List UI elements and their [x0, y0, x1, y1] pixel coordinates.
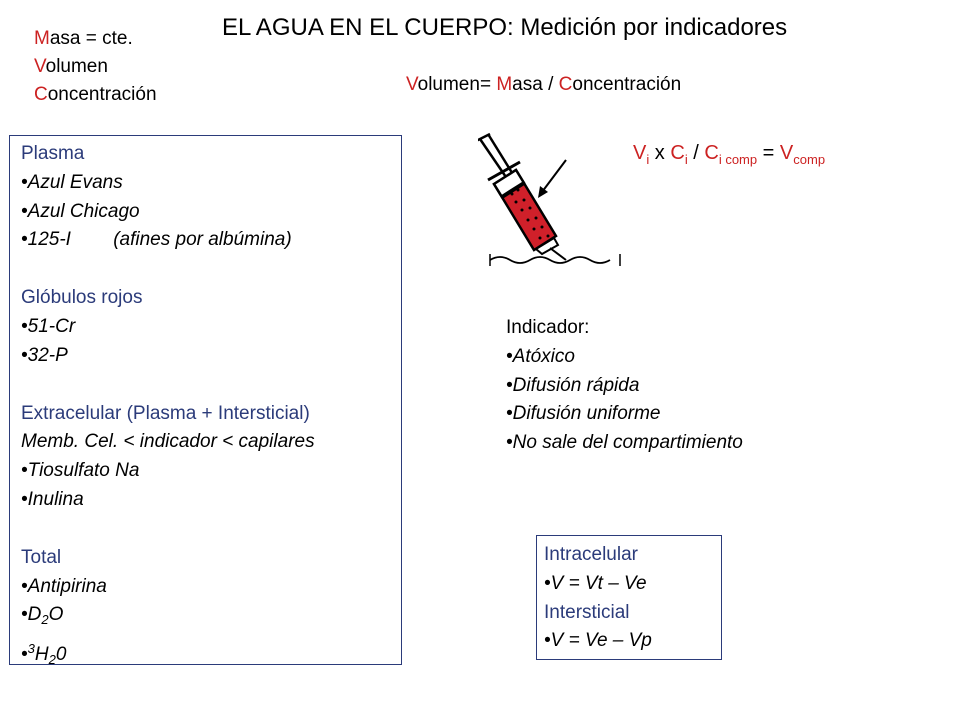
total-item: •Antipirina	[21, 575, 107, 597]
total-item: $•D_2O$	[21, 604, 64, 628]
plasma-heading: Plasma	[21, 143, 85, 164]
indicator-item: •Difusión uniforme	[506, 403, 661, 425]
intracelular-heading: Intracelular	[544, 544, 638, 565]
legend-volumen: Volumen	[34, 56, 108, 77]
globulos-heading: Glóbulos rojos	[21, 287, 143, 309]
intersticial-heading: Intersticial	[544, 601, 630, 623]
intersticial-formula: •V = Ve – Vp	[544, 630, 652, 652]
page-title: EL AGUA EN EL CUERPO: Medición por indicadores	[222, 14, 788, 41]
indicator-item: •Difusión rápida	[506, 374, 640, 396]
extracelular-item: •Inulina	[21, 488, 84, 510]
indicator-heading: Indicador:	[506, 317, 590, 338]
total-heading: Total	[21, 546, 62, 568]
plasma-item: •125-I (afines por albúmina)	[21, 229, 292, 251]
indicator-item: •Atóxico	[506, 345, 575, 367]
arrow-icon	[542, 160, 566, 192]
total-item: $•^3H_20$	[21, 641, 67, 668]
indicator-item: •No sale del compartimiento	[506, 432, 743, 454]
compartments-box	[9, 135, 402, 668]
globulos-item: •32-P	[21, 344, 68, 366]
plasma-item: •Azul Evans	[21, 171, 123, 193]
extracelular-item: •Tiosulfato Na	[21, 460, 140, 482]
indicator-list	[506, 314, 743, 458]
extracelular-note: Memb. Cel. < indicador < capilares	[21, 431, 315, 453]
corner-legend	[34, 25, 157, 109]
globulos-item: •51-Cr	[21, 315, 76, 337]
derived-volumes-box	[536, 535, 722, 660]
syringe-illustration	[478, 132, 628, 277]
syringe-icon	[478, 132, 628, 272]
intracelular-formula: •V = Vt – Ve	[544, 572, 647, 594]
dilution-formula: $V_i$ x $C_i / C_{i comp} = V_{comp}$	[633, 142, 826, 167]
volume-formula: Volumen= Masa / Concentración	[406, 74, 682, 95]
legend-masa: Masa = cte.	[34, 28, 133, 49]
extracelular-heading: Extracelular (Plasma + Intersticial)	[21, 402, 310, 424]
plasma-item: •Azul Chicago	[21, 200, 140, 222]
legend-concentracion: Concentración	[34, 84, 157, 105]
